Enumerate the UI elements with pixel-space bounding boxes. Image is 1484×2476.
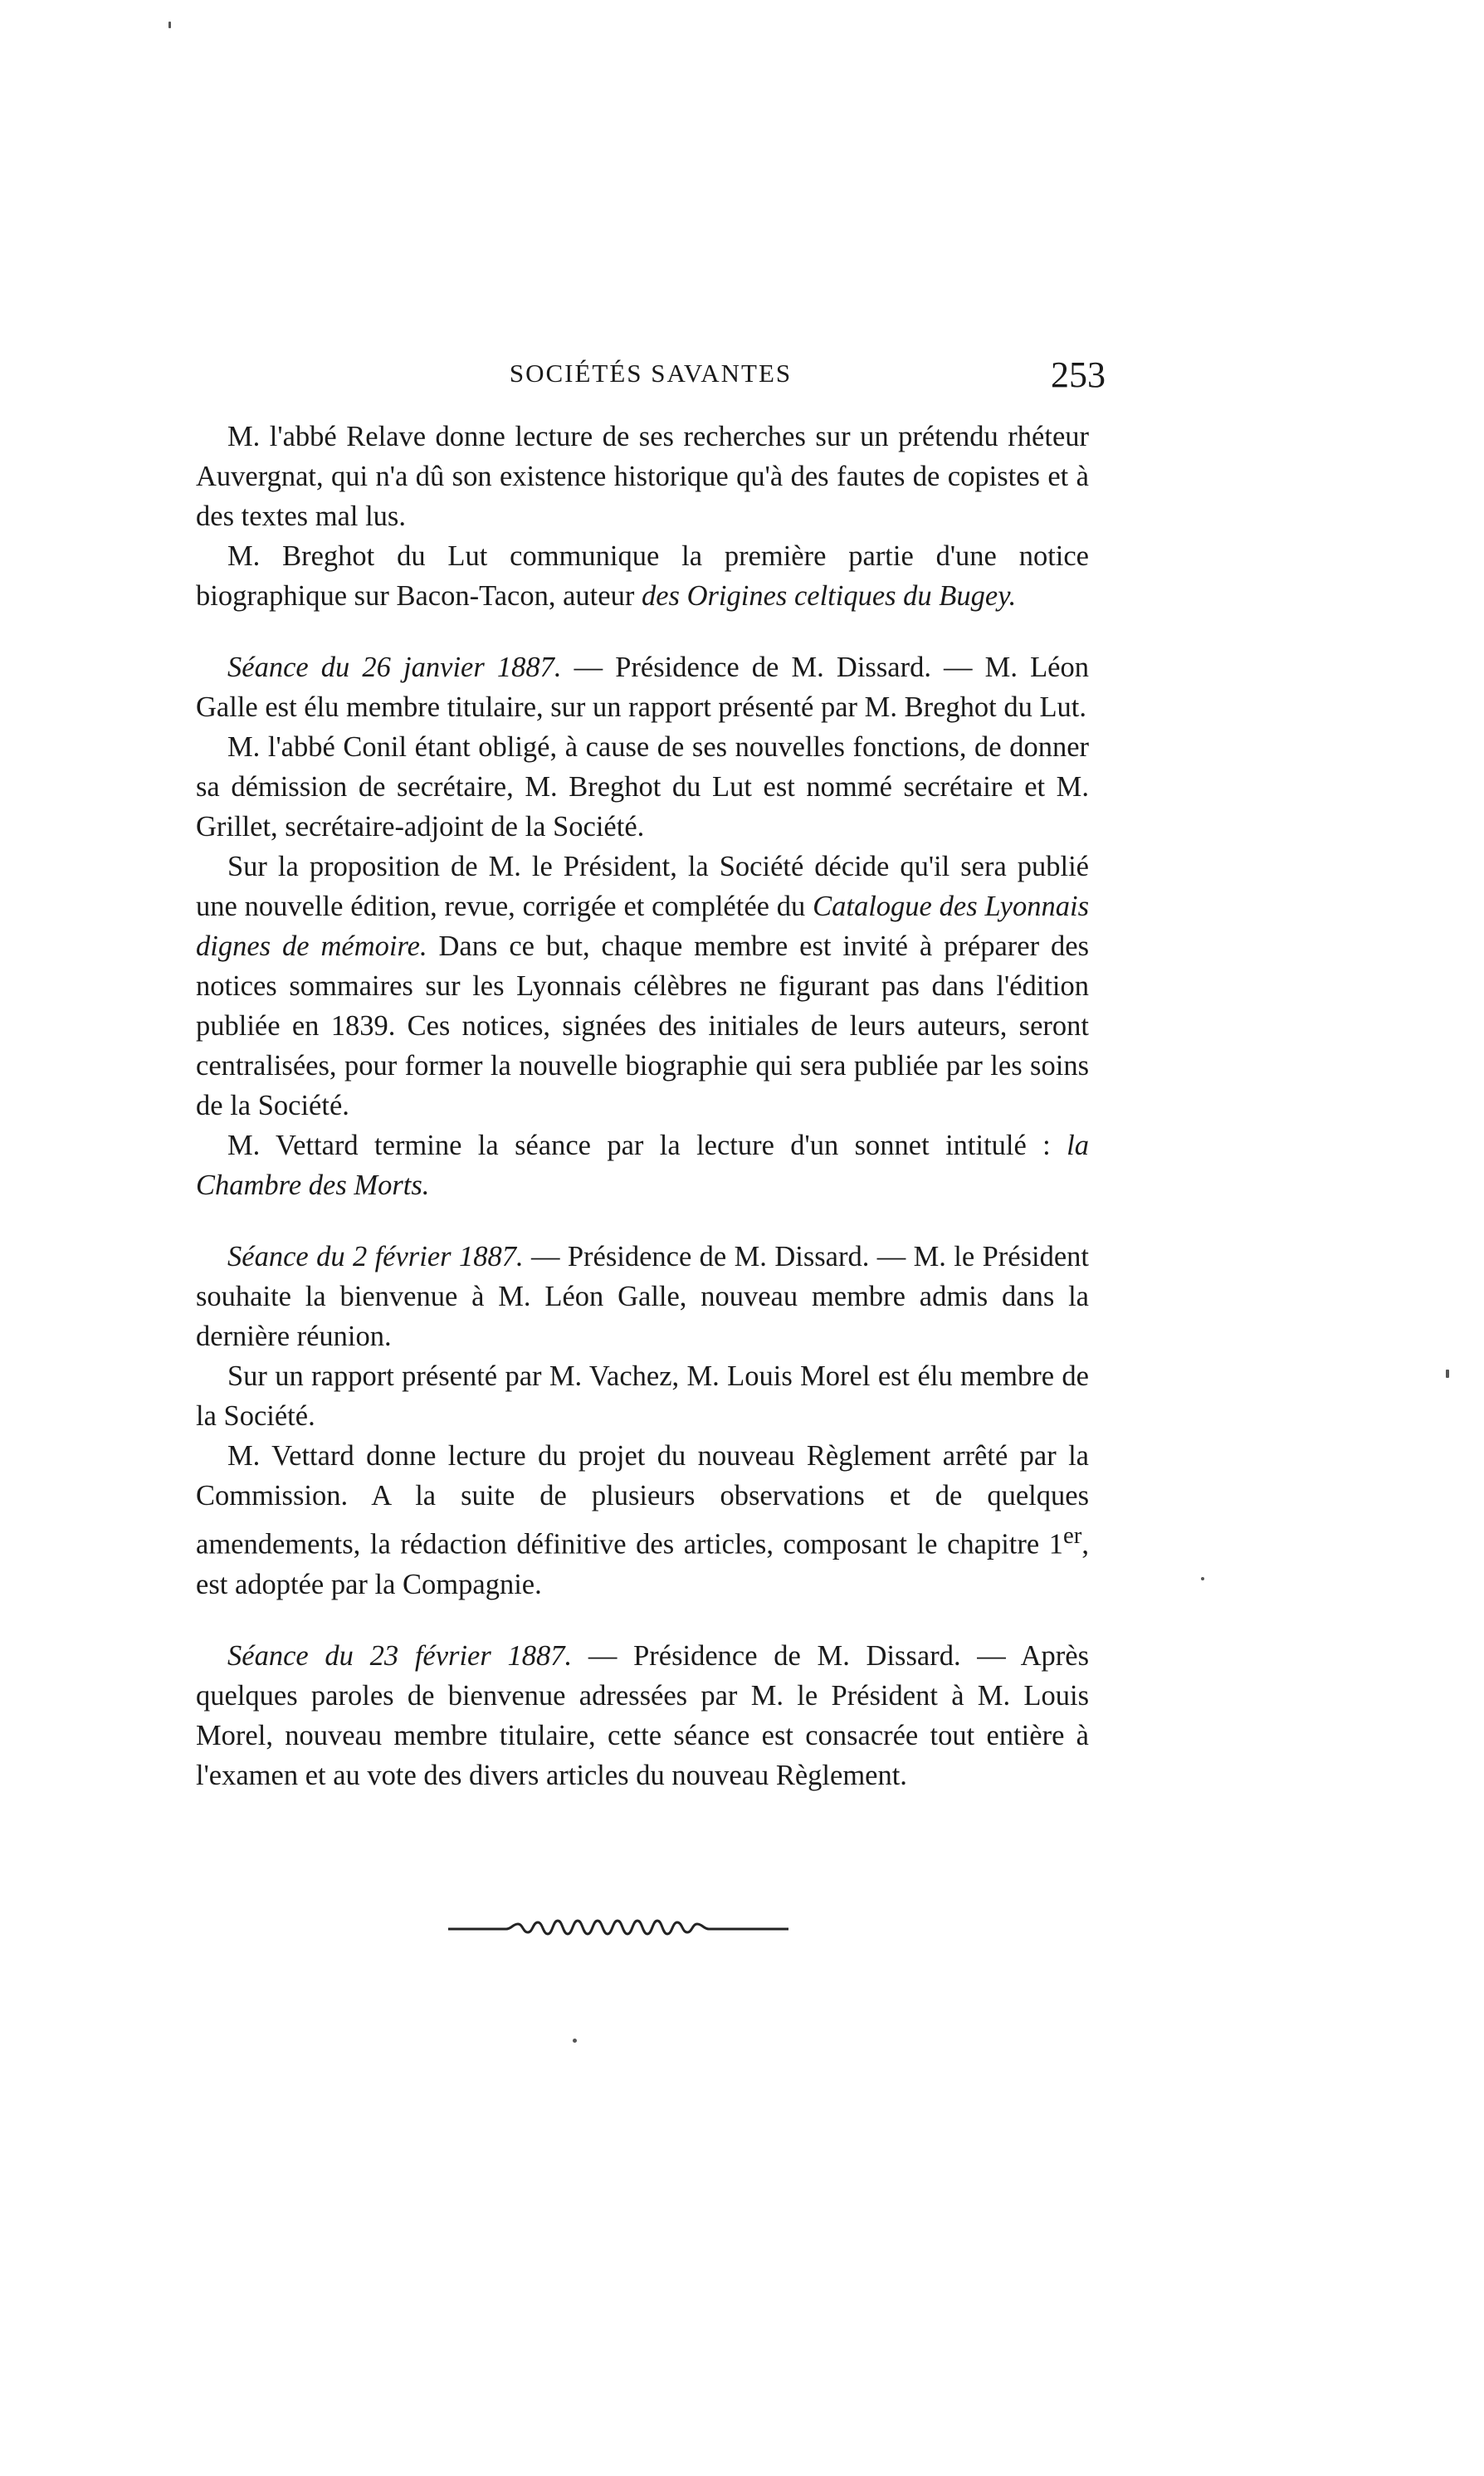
paragraph-breghot bbox=[196, 536, 1089, 616]
paper-speck bbox=[168, 22, 171, 28]
body-text bbox=[196, 417, 1089, 1795]
ordinal-suffix: er bbox=[1063, 1522, 1082, 1549]
paragraph-relave: M. l'abbé Relave donne lecture de ses recherches sur un prétendu rhéteur Auvergnat, qui n'a dû son existence historique qu'à des fautes de copistes et à des textes mal lus. bbox=[196, 421, 1089, 532]
session-text: — Présidence de M. Dissard. — M. Léon Galle est élu membre titulaire, sur un rapport présenté par M. Breghot du Lut. bbox=[196, 652, 1089, 723]
running-title: SOCIÉTÉS SAVANTES bbox=[509, 359, 793, 388]
paper-speck bbox=[573, 2039, 577, 2043]
paragraph-text: M. Breghot du Lut communique la première partie d'une notice biographique sur Bacon-Tacon, auteur bbox=[196, 540, 1089, 612]
sonnet-title: la Chambre des Morts. bbox=[196, 1130, 1089, 1201]
session-23-fevrier bbox=[196, 1636, 1089, 1795]
paragraph-text: Sur la proposition de M. le Président, la Société décide qu'il sera publié une nouvelle édition, revue, corrigée et complétée du bbox=[196, 851, 1089, 922]
session-text: — Présidence de M. Dissard. — M. le Président souhaite la bienvenue à M. Léon Galle, nouveau membre admis dans la dernière réunion. bbox=[196, 1241, 1089, 1352]
paragraph-text: M. Vettard termine la séance par la lecture d'un sonnet intitulé : bbox=[227, 1130, 1067, 1161]
paragraph-text: Dans ce but, chaque membre est invité à préparer des notices sommaires sur les Lyonnais célèbres ne figurant pas dans l'édition publiée en 1839. Ces notices, signées des initiales de leurs auteurs, seront centralisées, pour former la nouvelle biographie qui sera publiée par les soins de la Société. bbox=[196, 930, 1090, 1121]
wavy-rule-ornament-icon bbox=[448, 1917, 788, 1937]
page-number: 253 bbox=[1051, 354, 1106, 395]
catalogue-title: Catalogue des Lyonnais dignes de mémoire. bbox=[196, 891, 1089, 962]
paragraph-proposition bbox=[196, 847, 1089, 1126]
book-title: des Origines celtiques du Bugey. bbox=[641, 580, 1017, 612]
paragraph-text: , est adoptée par la Compagnie. bbox=[196, 1528, 1089, 1600]
session-26-janvier bbox=[196, 647, 1089, 727]
session-heading: Séance du 23 février 1887. bbox=[227, 1639, 573, 1672]
paper-speck bbox=[1446, 1370, 1449, 1378]
session-2-fevrier bbox=[196, 1237, 1089, 1356]
paper-speck bbox=[1201, 1577, 1204, 1580]
session-text: — Présidence de M. Dissard. — Après quelques paroles de bienvenue adressées par M. le Président à M. Louis Morel, nouveau membre titulaire, cette séance est consacrée tout entière à l'examen et au vote des divers articles du nouveau Règlement. bbox=[196, 1639, 1089, 1791]
session-heading: Séance du 26 janvier 1887. bbox=[227, 652, 562, 683]
paragraph-vachez: Sur un rapport présenté par M. Vachez, M. Louis Morel est élu membre de la Société. bbox=[196, 1360, 1089, 1432]
paragraph-conil: M. l'abbé Conil étant obligé, à cause de ses nouvelles fonctions, de donner sa démission de secrétaire, M. Breghot du Lut est nommé secrétaire et M. Grillet, secrétaire-adjoint de la Société. bbox=[196, 731, 1089, 842]
paragraph-reglement bbox=[196, 1436, 1089, 1604]
paragraph-text: M. Vettard donne lecture du projet du nouveau Règlement arrêté par la Commission. A la suite de plusieurs observations et de quelques amendements, la rédaction définitive des articles, composant le chapitre 1 bbox=[196, 1440, 1089, 1560]
paragraph-vettard-sonnet bbox=[196, 1126, 1089, 1205]
running-head bbox=[196, 354, 1106, 408]
session-heading: Séance du 2 février 1887. bbox=[227, 1241, 524, 1272]
